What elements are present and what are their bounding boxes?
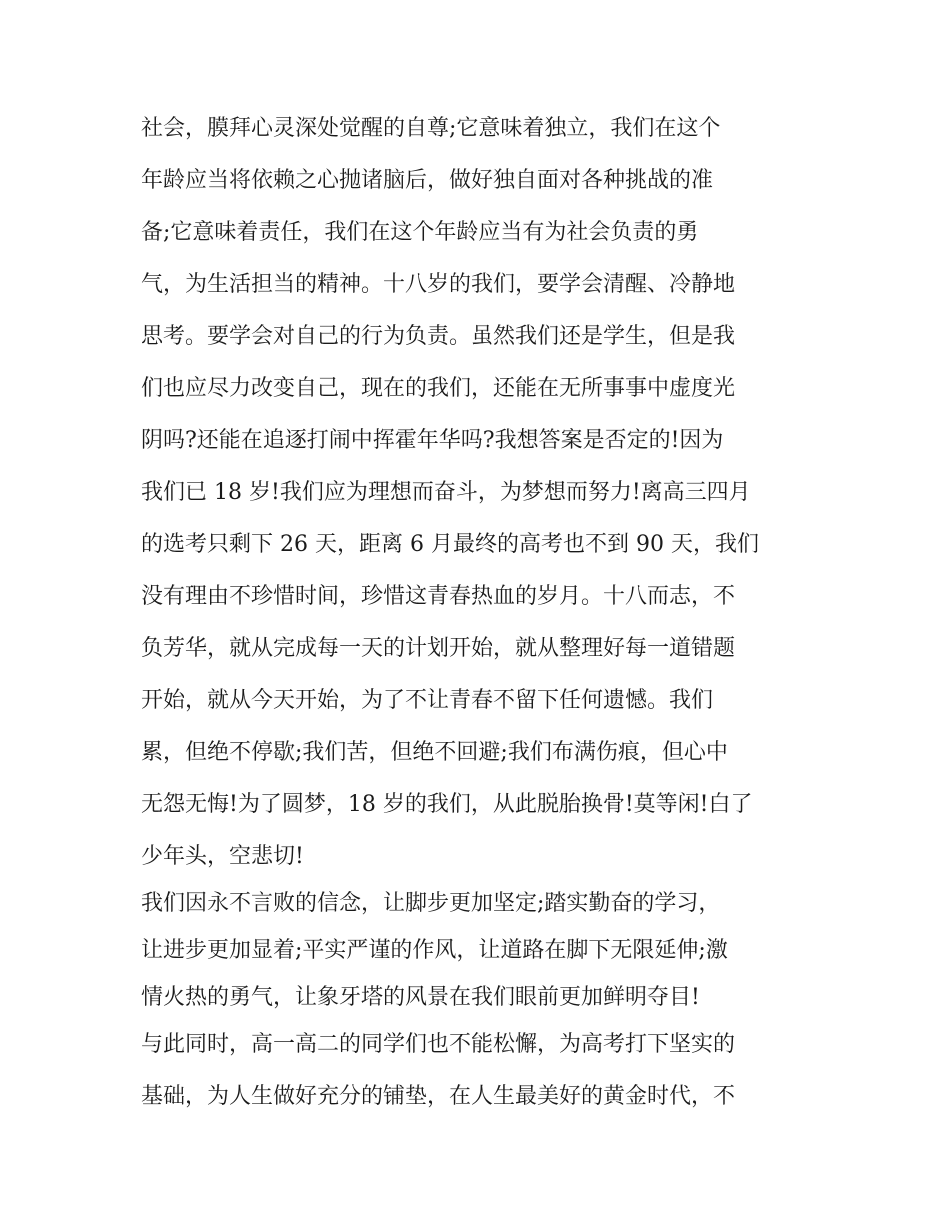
- text-line: 年龄应当将依赖之心抛诸脑后，做好独自面对各种挑战的准: [141, 168, 714, 193]
- text-line: 没有理由不珍惜时间，珍惜这青春热血的岁月。十八而志，不: [141, 584, 736, 609]
- text-line: 与此同时，高一高二的同学们也不能松懈，为高考打下坚实的: [141, 1032, 736, 1057]
- text-line: 的选考只剩下 26 天，距离 6 月最终的高考也不到 90 天，我们: [141, 532, 759, 557]
- text-line: 负芳华，就从完成每一天的计划开始，就从整理好每一道错题: [141, 636, 736, 661]
- text-line: 我们已 18 岁!我们应为理想而奋斗，为梦想而努力!离高三四月: [141, 480, 751, 505]
- text-line: 少年头，空悲切!: [141, 844, 304, 869]
- text-line: 思考。要学会对自己的行为负责。虽然我们还是学生，但是我: [141, 324, 736, 349]
- text-line: 无怨无悔!为了圆梦，18 岁的我们，从此脱胎换骨!莫等闲!白了: [141, 792, 753, 817]
- text-line: 基础，为人生做好充分的铺垫，在人生最美好的黄金时代，不: [141, 1084, 736, 1109]
- text-line: 备;它意味着责任，我们在这个年龄应当有为社会负责的勇: [141, 220, 699, 245]
- text-line: 我们因永不言败的信念，让脚步更加坚定;踏实勤奋的学习，: [141, 891, 721, 916]
- text-line: 情火热的勇气，让象牙塔的风景在我们眼前更加鲜明夺目!: [141, 985, 700, 1010]
- text-line: 开始，就从今天开始，为了不让青春不留下任何遗憾。我们: [141, 688, 714, 713]
- text-line: 气，为生活担当的精神。十八岁的我们，要学会清醒、冷静地: [141, 272, 736, 297]
- text-line: 让进步更加显着;平实严谨的作风，让道路在脚下无限延伸;激: [141, 938, 728, 963]
- text-line: 阴吗?还能在追逐打闹中挥霍年华吗?我想答案是否定的!因为: [141, 428, 724, 453]
- text-line: 社会，膜拜心灵深处觉醒的自尊;它意味着独立，我们在这个: [141, 116, 721, 141]
- text-line: 累，但绝不停歇;我们苦，但绝不回避;我们布满伤痕，但心中: [141, 740, 728, 765]
- document-body: [141, 107, 821, 1127]
- text-line: 们也应尽力改变自己，现在的我们，还能在无所事事中虚度光: [141, 376, 736, 401]
